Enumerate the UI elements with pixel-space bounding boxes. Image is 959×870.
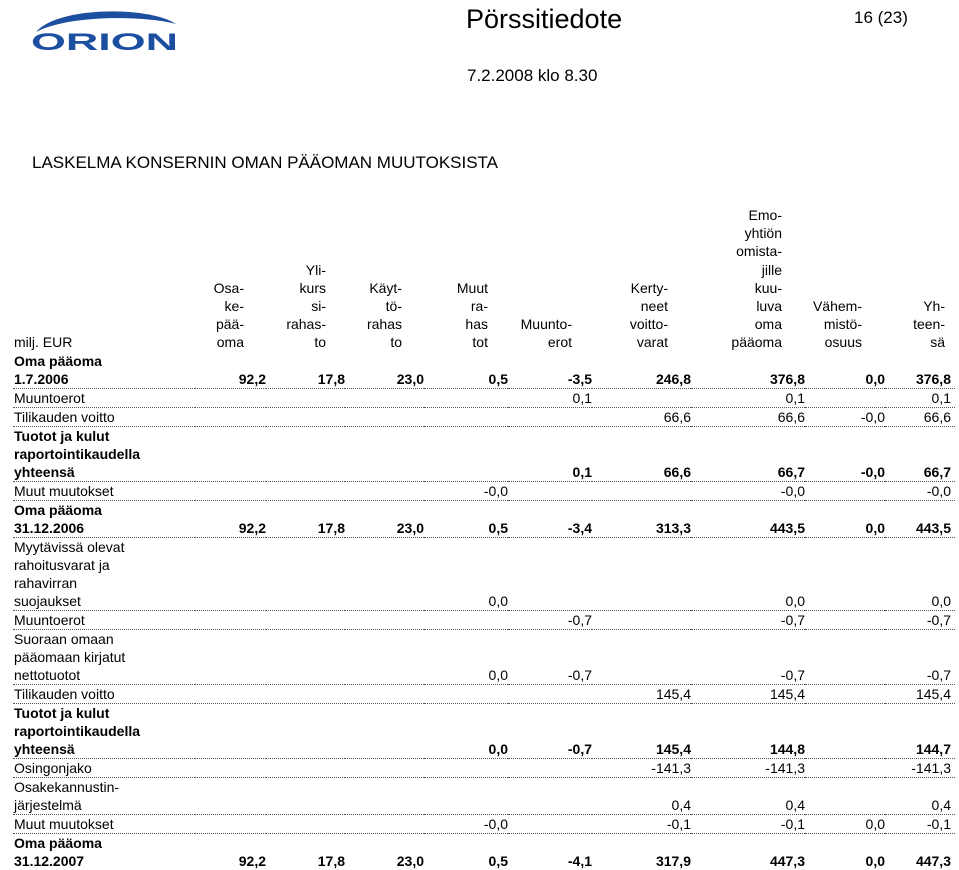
table-cell: 17,8 <box>266 352 345 389</box>
table-cell: -0,7 <box>691 611 805 630</box>
table-cell <box>195 538 266 611</box>
table-cell: -0,0 <box>805 427 885 482</box>
table-cell: 66,6 <box>592 408 691 427</box>
orion-logo <box>30 8 180 52</box>
table-cell <box>508 408 592 427</box>
table-cell <box>508 685 592 704</box>
page-number: 16 (23) <box>854 8 908 28</box>
table-cell: 23,0 <box>345 352 424 389</box>
table-cell <box>345 482 424 501</box>
table-cell: 0,0 <box>424 630 508 685</box>
table-cell <box>345 759 424 778</box>
table-cell: 144,8 <box>691 704 805 759</box>
table-cell <box>266 815 345 834</box>
table-cell <box>195 778 266 815</box>
table-cell: 246,8 <box>592 352 691 389</box>
table-cell: -0,7 <box>508 704 592 759</box>
table-cell <box>345 408 424 427</box>
table-cell: 313,3 <box>592 501 691 538</box>
table-row <box>13 352 955 389</box>
col-header-share-capital: Osa- ke- pää- oma <box>180 207 244 351</box>
row-label: Osakekannustin- järjestelmä <box>13 778 195 815</box>
table-cell <box>424 408 508 427</box>
table-cell: 17,8 <box>266 501 345 538</box>
table-cell: 92,2 <box>195 834 266 870</box>
table-row <box>13 759 955 778</box>
table-cell: 0,5 <box>424 501 508 538</box>
table-cell: 0,0 <box>805 834 885 870</box>
col-header-minority-interest: Vähem- mistö- osuus <box>790 207 862 351</box>
table-cell <box>266 427 345 482</box>
table-cell <box>345 611 424 630</box>
table-cell <box>266 778 345 815</box>
table-row <box>13 538 955 611</box>
table-cell: -0,0 <box>885 482 955 501</box>
section-title: LASKELMA KONSERNIN OMAN PÄÄOMAN MUUTOKSISTA <box>32 153 498 173</box>
row-label: Myytävissä olevat rahoitusvarat ja rahavirran suojaukset <box>13 538 195 611</box>
table-cell: 0,0 <box>691 538 805 611</box>
table-row <box>13 815 955 834</box>
row-label: Tuotot ja kulut raportointikaudella yhteensä <box>13 704 195 759</box>
col-header-total: Yh- teen- sä <box>880 207 945 351</box>
table-cell <box>266 408 345 427</box>
table-cell: 0,1 <box>885 389 955 408</box>
table-cell: 0,4 <box>885 778 955 815</box>
table-row <box>13 704 955 759</box>
table-row <box>13 630 955 685</box>
table-cell: -0,7 <box>691 630 805 685</box>
row-label: Muut muutokset <box>13 815 195 834</box>
table-cell <box>592 482 691 501</box>
table-cell <box>266 538 345 611</box>
table-cell: -0,7 <box>508 630 592 685</box>
table-cell: 66,7 <box>885 427 955 482</box>
document-date: 7.2.2008 klo 8.30 <box>467 66 597 86</box>
table-cell: 92,2 <box>195 501 266 538</box>
row-label: Osingonjako <box>13 759 195 778</box>
table-cell: 0,5 <box>424 352 508 389</box>
table-cell: 443,5 <box>691 501 805 538</box>
table-cell: -141,3 <box>592 759 691 778</box>
row-label: Tilikauden voitto <box>13 408 195 427</box>
col-header-translation-differences: Muunto- erot <box>490 207 572 351</box>
table-cell: 447,3 <box>885 834 955 870</box>
table-cell: 0,5 <box>424 834 508 870</box>
table-cell: 0,0 <box>424 538 508 611</box>
row-label: Oma pääoma 31.12.2007 <box>13 834 195 870</box>
table-cell <box>592 611 691 630</box>
table-cell: 0,1 <box>691 389 805 408</box>
table-cell <box>592 538 691 611</box>
table-cell: 0,4 <box>592 778 691 815</box>
col-header-share-premium: Yli- kurs si- rahas- to <box>260 207 326 351</box>
table-cell: -141,3 <box>691 759 805 778</box>
table-cell <box>424 427 508 482</box>
table-cell: 66,6 <box>592 427 691 482</box>
table-cell: 317,9 <box>592 834 691 870</box>
table-cell <box>195 759 266 778</box>
table-cell: 0,0 <box>805 815 885 834</box>
table-cell <box>195 815 266 834</box>
table-cell <box>508 538 592 611</box>
table-cell <box>266 759 345 778</box>
table-cell: -0,0 <box>805 408 885 427</box>
table-cell: 0,4 <box>691 778 805 815</box>
table-cell <box>805 759 885 778</box>
table-cell <box>266 482 345 501</box>
row-label: Muut muutokset <box>13 482 195 501</box>
table-cell <box>345 685 424 704</box>
table-cell <box>345 704 424 759</box>
table-row <box>13 778 955 815</box>
table-cell: 145,4 <box>592 704 691 759</box>
table-row <box>13 427 955 482</box>
table-cell: -3,4 <box>508 501 592 538</box>
table-cell: 66,7 <box>691 427 805 482</box>
document-title: Pörssitiedote <box>466 4 622 35</box>
row-label: Muuntoerot <box>13 611 195 630</box>
row-label: Suoraan omaan pääomaan kirjatut nettotuotot <box>13 630 195 685</box>
table-row <box>13 685 955 704</box>
table-cell <box>508 778 592 815</box>
table-cell <box>345 389 424 408</box>
table-cell: 0,1 <box>508 389 592 408</box>
table-cell <box>592 389 691 408</box>
table-cell <box>805 704 885 759</box>
table-cell: -0,7 <box>508 611 592 630</box>
table-cell <box>345 815 424 834</box>
table-row <box>13 408 955 427</box>
table-cell: 0,0 <box>424 704 508 759</box>
table-cell <box>424 611 508 630</box>
table-cell <box>508 759 592 778</box>
table-cell: 145,4 <box>691 685 805 704</box>
logo-wordmark: ORION <box>31 29 178 52</box>
table-cell: 376,8 <box>885 352 955 389</box>
table-cell <box>195 427 266 482</box>
table-cell <box>266 704 345 759</box>
table-cell: 23,0 <box>345 834 424 870</box>
table-cell <box>266 685 345 704</box>
table-cell: 376,8 <box>691 352 805 389</box>
table-cell: -3,5 <box>508 352 592 389</box>
table-cell <box>195 611 266 630</box>
table-cell: 144,7 <box>885 704 955 759</box>
table-cell: 66,6 <box>691 408 805 427</box>
table-cell: -0,0 <box>424 815 508 834</box>
table-cell <box>805 630 885 685</box>
table-cell: -0,1 <box>592 815 691 834</box>
col-header-operating-reserve: Käyt- tö- rahas to <box>340 207 402 351</box>
table-row <box>13 389 955 408</box>
table-cell: 145,4 <box>885 685 955 704</box>
table-cell: -141,3 <box>885 759 955 778</box>
table-row <box>13 482 955 501</box>
row-label: Tuotot ja kulut raportointikaudella yhteensä <box>13 427 195 482</box>
table-cell <box>195 704 266 759</box>
table-cell <box>508 815 592 834</box>
table-cell <box>345 778 424 815</box>
table-row <box>13 834 955 870</box>
table-cell <box>424 778 508 815</box>
table-cell: 0,0 <box>805 352 885 389</box>
row-label: Oma pääoma 1.7.2006 <box>13 352 195 389</box>
table-cell <box>195 630 266 685</box>
row-label: Muuntoerot <box>13 389 195 408</box>
table-cell <box>805 685 885 704</box>
table-cell <box>266 389 345 408</box>
row-label: Oma pääoma 31.12.2006 <box>13 501 195 538</box>
table-cell <box>345 538 424 611</box>
table-cell <box>805 538 885 611</box>
table-cell: 0,0 <box>805 501 885 538</box>
table-row <box>13 611 955 630</box>
table-cell <box>424 389 508 408</box>
table-cell <box>266 630 345 685</box>
table-row <box>13 501 955 538</box>
col-header-retained-earnings: Kerty- neet voitto- varat <box>580 207 668 351</box>
table-cell: 447,3 <box>691 834 805 870</box>
table-cell <box>805 389 885 408</box>
table-cell: 23,0 <box>345 501 424 538</box>
table-cell: 443,5 <box>885 501 955 538</box>
table-cell <box>195 685 266 704</box>
table-cell <box>592 630 691 685</box>
table-cell <box>195 408 266 427</box>
table-cell <box>266 611 345 630</box>
table-cell: 66,6 <box>885 408 955 427</box>
table-cell: -0,1 <box>691 815 805 834</box>
unit-header: milj. EUR <box>14 207 94 351</box>
table-cell <box>345 630 424 685</box>
equity-changes-table <box>13 352 955 870</box>
table-cell: 145,4 <box>592 685 691 704</box>
table-cell <box>805 611 885 630</box>
table-cell <box>805 482 885 501</box>
table-cell: 17,8 <box>266 834 345 870</box>
row-label: Tilikauden voitto <box>13 685 195 704</box>
table-cell: -0,1 <box>885 815 955 834</box>
table-cell <box>508 482 592 501</box>
table-cell <box>805 778 885 815</box>
table-cell: -0,7 <box>885 611 955 630</box>
table-cell: -0,7 <box>885 630 955 685</box>
table-cell: 92,2 <box>195 352 266 389</box>
table-cell: 0,0 <box>885 538 955 611</box>
table-cell: -0,0 <box>691 482 805 501</box>
table-cell <box>424 685 508 704</box>
table-cell: 0,1 <box>508 427 592 482</box>
table-cell <box>345 427 424 482</box>
table-cell <box>195 389 266 408</box>
table-cell <box>424 759 508 778</box>
col-header-other-reserves: Muut ra- has tot <box>420 207 488 351</box>
table-cell: -4,1 <box>508 834 592 870</box>
table-cell <box>195 482 266 501</box>
col-header-parent-equity: Emo- yhtiön omista- jille kuu- luva oma pääoma <box>690 207 782 351</box>
table-cell: -0,0 <box>424 482 508 501</box>
